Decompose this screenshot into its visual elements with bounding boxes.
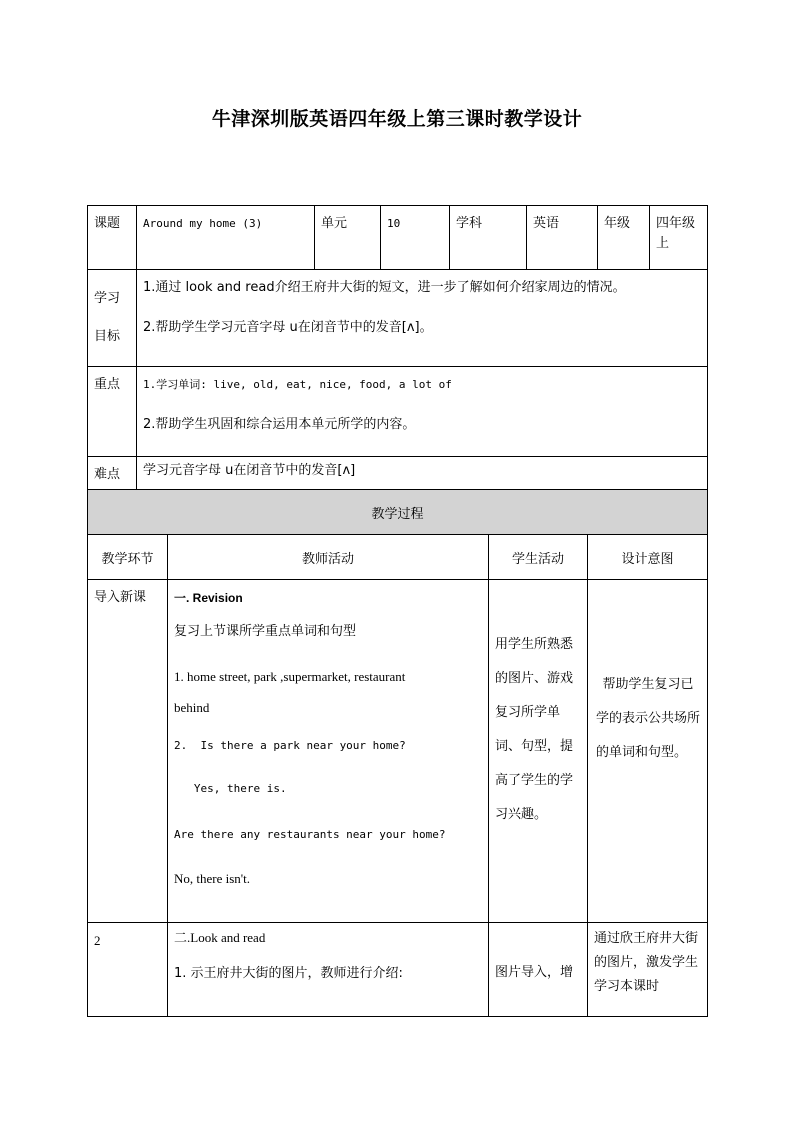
teacher-activity-1 [168,580,489,923]
goal-item: 2.帮助学生学习元音字母 u在闭音节中的发音[ʌ]。 [143,320,433,335]
teacher-activity-2 [168,923,489,1017]
key-label: 重点 [88,367,137,457]
teaching-process-table [87,489,708,1017]
goals-label [88,270,137,367]
unit-label: 单元 [315,206,381,270]
student-activity-2: 图片导入，增 [489,923,588,1017]
activity-line: No, there isn't. [174,871,250,886]
column-header: 教学环节 [88,535,168,580]
student-activity-1: 用学生所熟悉的图片、游戏复习所学单词、句型，提高了学生的学习兴趣。 [489,580,588,923]
course-value: 英语 [527,206,598,270]
goal-item: 1.通过 look and read介绍王府井大街的短文，进一步了解如何介绍家周边的情况。 [143,280,626,295]
subject-label: 课题 [88,206,137,270]
column-header: 教师活动 [168,535,489,580]
goals-label-line1: 学习 [94,291,121,306]
course-label: 学科 [450,206,527,270]
key-item: 2.帮助学生巩固和综合运用本单元所学的内容。 [143,417,416,432]
goals-content [137,270,708,367]
difficulty-content: 学习元音字母 u在闭音节中的发音[ʌ] [137,457,708,497]
stage-2: 2 [88,923,168,1017]
subject-value: Around my home (3) [137,206,315,270]
column-header: 学生活动 [489,535,588,580]
activity-line: 二.Look and read [174,930,266,945]
activity-line: 复习上节课所学重点单词和句型 [174,624,357,639]
grade-label: 年级 [598,206,650,270]
activity-line: Yes, there is. [174,782,287,795]
activity-line: behind [174,700,210,715]
activity-line: 1. home street, park ,supermarket, restaurant [174,669,406,684]
key-item: 1.学习单词: live, old, eat, nice, food, a lot of [143,378,452,391]
lesson-info-table [87,205,708,497]
key-content [137,367,708,457]
goals-label-line2: 目标 [94,329,121,344]
grade-value: 四年级上 [650,206,708,270]
activity-line: 2. Is there a park near your home? [174,739,406,752]
design-intent-2: 通过欣王府井大街的图片，激发学生学习本课时 [588,923,708,1017]
process-heading: 教学过程 [88,490,708,535]
activity-line: 一. Revision [174,591,243,605]
activity-line: 1. 示王府井大街的图片，教师进行介绍: [174,966,403,981]
page-title: 牛津深圳版英语四年级上第三课时教学设计 [211,108,583,130]
column-header: 设计意图 [588,535,708,580]
design-intent-1: 帮助学生复习已学的表示公共场所的单词和句型。 [588,580,708,923]
difficulty-label: 难点 [88,457,137,497]
stage-intro: 导入新课 [88,580,168,923]
unit-value: 10 [381,206,450,270]
activity-line: Are there any restaurants near your home? [174,828,446,841]
